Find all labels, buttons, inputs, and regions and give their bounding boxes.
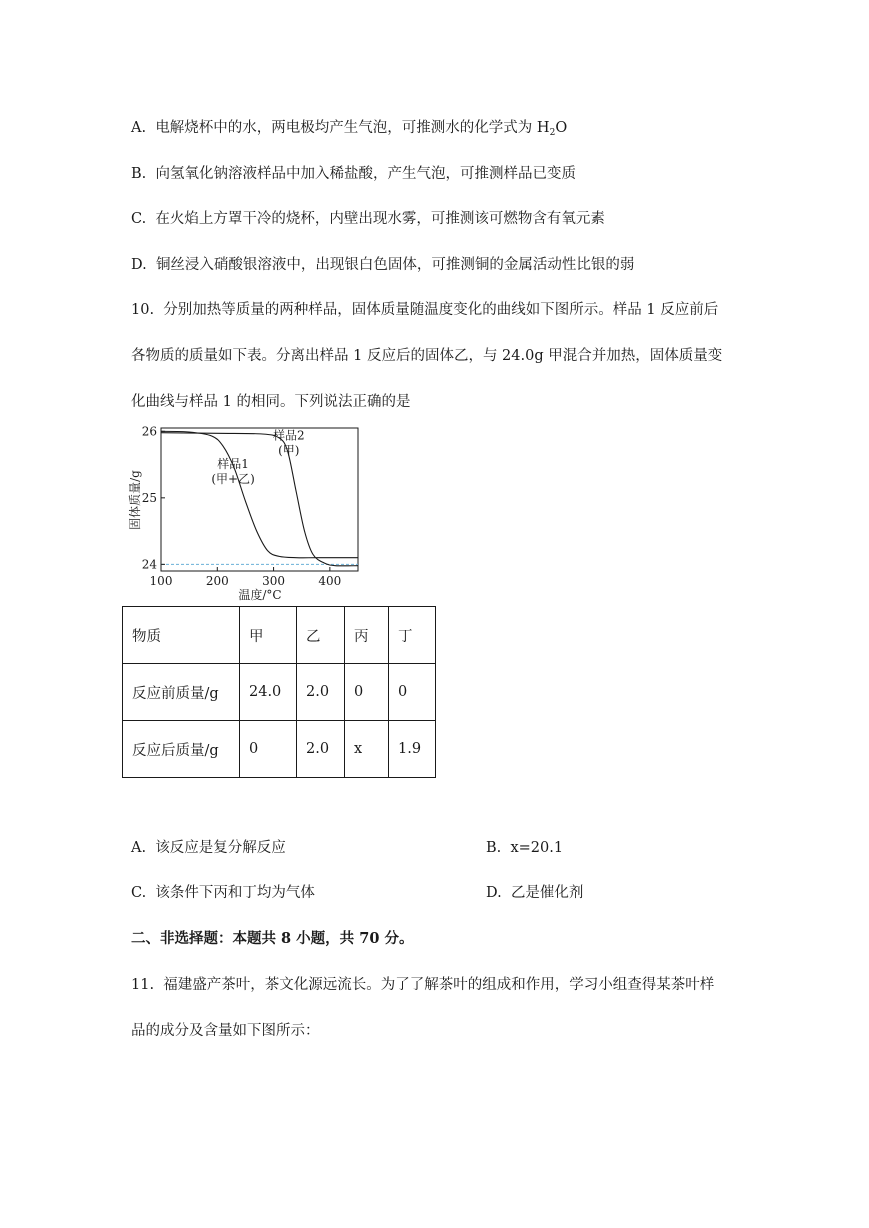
option-9b: B. 向氢氧化钠溶液样品中加入稀盐酸，产生气泡，可推测样品已变质 [131, 166, 576, 182]
mass-temperature-chart [125, 420, 375, 605]
option-9c: C. 在火焰上方罩干冷的烧杯，内壁出现水雾，可推测该可燃物含有氧元素 [131, 211, 605, 227]
x-tick-label: 300 [262, 574, 286, 588]
x-axis-label: 温度/°C [238, 588, 282, 602]
table-cell: 丁 [389, 607, 436, 664]
option-10d: D. 乙是催化剂 [486, 885, 584, 901]
table-cell: 物质 [123, 607, 240, 664]
series-line-2 [161, 433, 358, 566]
y-tick-label: 24 [141, 557, 157, 572]
table-cell: 反应前质量/g [123, 664, 240, 721]
series-label-1: 样品1 [217, 456, 249, 471]
series-label-1: (甲+乙) [211, 471, 255, 486]
table-cell: 乙 [297, 607, 345, 664]
table-cell: 2.0 [297, 721, 345, 778]
question-10-line-2: 各物质的质量如下表。分离出样品 1 反应后的固体乙，与 24.0g 甲混合并加热，固体质量变 [131, 348, 723, 364]
table-header-row [123, 607, 436, 664]
question-11-line-1: 11. 福建盛产茶叶，茶文化源远流长。为了了解茶叶的组成和作用，学习小组查得某茶叶样 [131, 977, 715, 993]
series-line-1 [161, 431, 358, 557]
table-cell: 1.9 [389, 721, 436, 778]
section-heading: 二、非选择题：本题共 8 小题，共 70 分。 [131, 930, 414, 947]
question-11-line-2: 品的成分及含量如下图所示： [131, 1023, 320, 1039]
y-axis-label: 固体质量/g [128, 470, 142, 530]
y-tick-label: 25 [141, 490, 157, 505]
x-tick-label: 200 [205, 574, 229, 588]
option-9d: D. 铜丝浸入硝酸银溶液中，出现银白色固体，可推测铜的金属活动性比银的弱 [131, 257, 635, 273]
table-row [123, 664, 436, 721]
plot-frame [161, 428, 358, 571]
table-cell: 2.0 [297, 664, 345, 721]
table-cell: 丙 [345, 607, 389, 664]
y-tick-label: 26 [141, 424, 157, 439]
table-cell: x [345, 721, 389, 778]
table-cell: 0 [389, 664, 436, 721]
table-cell: 反应后质量/g [123, 721, 240, 778]
table-cell: 0 [345, 664, 389, 721]
option-10b: B. x=20.1 [486, 840, 564, 856]
series-label-2: 样品2 [272, 428, 305, 443]
question-10-line-1: 10. 分别加热等质量的两种样品，固体质量随温度变化的曲线如下图所示。样品 1 反应前后 [131, 302, 719, 318]
table-cell: 24.0 [240, 664, 297, 721]
mass-table [122, 606, 436, 778]
table-cell: 0 [240, 721, 297, 778]
question-10-line-3: 化曲线与样品 1 的相同。下列说法正确的是 [131, 394, 411, 410]
option-9a: A. 电解烧杯中的水，两电极均产生气泡，可推测水的化学式为 $H_2O$ [131, 120, 568, 138]
series-label-2: (甲) [278, 443, 300, 458]
table-cell: 甲 [240, 607, 297, 664]
option-10c: C. 该条件下丙和丁均为气体 [131, 885, 315, 901]
option-10a: A. 该反应是复分解反应 [131, 840, 286, 856]
table-row [123, 721, 436, 778]
x-tick-label: 400 [318, 574, 342, 588]
x-tick-label: 100 [149, 574, 173, 588]
